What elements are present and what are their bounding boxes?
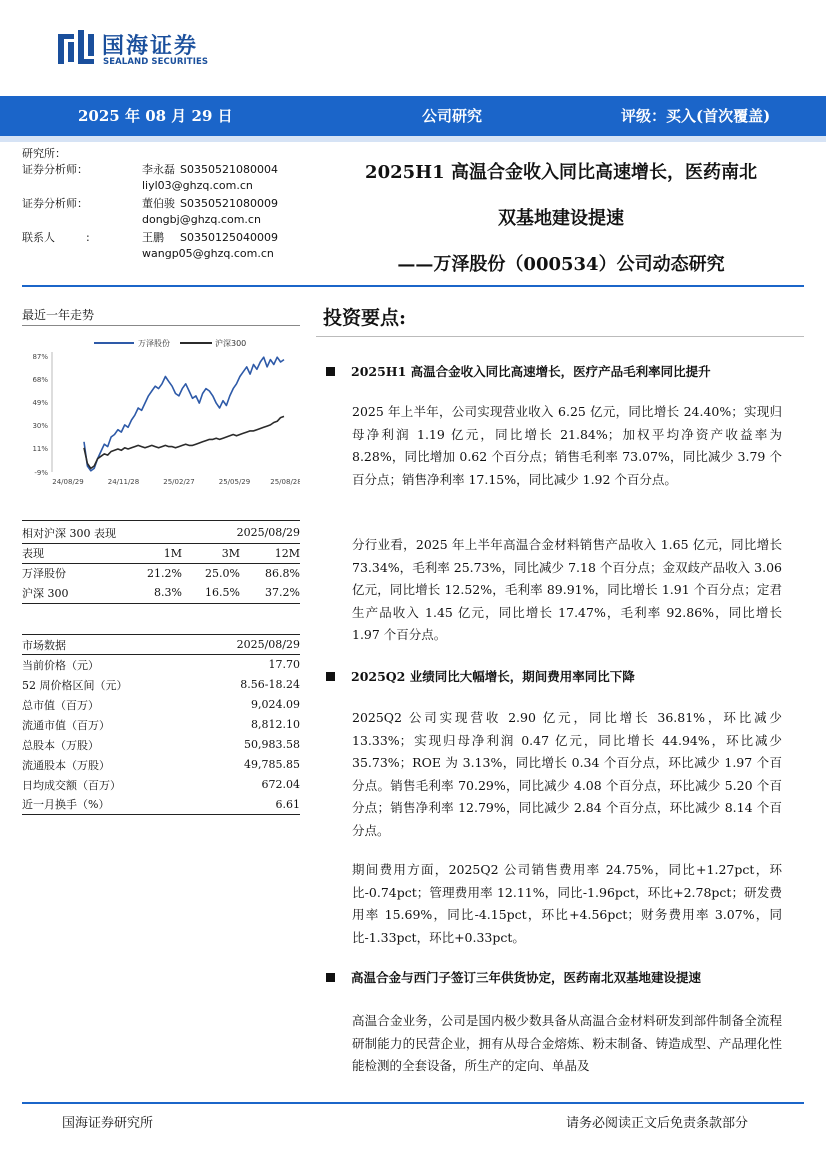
- analyst-row: [22, 230, 312, 246]
- analyst-email-row: [22, 178, 312, 194]
- analyst-email[interactable]: wangp05@ghzq.com.cn: [142, 247, 274, 260]
- paragraph-text: 期间费用方面，2025Q2 公司销售费用率 24.75%，同比+1.27pct，环比-0.74pct；管理费用率 12.11%，同比-1.96pct，环比+2.78pct；研发费用率 15.69%，同比-4.15pct，环比+4.56pct；财务费用率 3.07%，同比-1.33pct，环比+0.33pct。: [352, 862, 782, 945]
- relative-date: 2025/08/29: [236, 526, 300, 540]
- paragraph: [352, 534, 782, 647]
- analyst-label: 证券分析师：: [22, 197, 88, 210]
- table-row: [22, 655, 300, 675]
- series-line-hs300: [84, 416, 284, 468]
- points-divider: [316, 336, 804, 337]
- banner-shadow: [0, 136, 826, 142]
- table-cell: 总市值（百万）: [22, 698, 99, 712]
- y-tick-label: 11%: [32, 444, 48, 453]
- table-cell: 21.2%: [147, 566, 182, 580]
- analyst-license: S0350125040009: [180, 231, 278, 244]
- report-title: [316, 150, 806, 288]
- table-row: [22, 755, 300, 775]
- investment-points-heading: 投资要点:: [323, 307, 407, 329]
- table-cell: 万泽股份: [22, 567, 66, 581]
- table-cell: 25.0%: [205, 566, 240, 580]
- paragraph: [352, 401, 782, 491]
- table-row: [22, 795, 300, 815]
- table-row: [22, 695, 300, 715]
- logo-english-name: SEALAND SECURITIES: [103, 57, 209, 67]
- analyst-label: 证券分析师：: [22, 163, 88, 176]
- y-tick-label: 87%: [32, 353, 48, 361]
- table-cell: 日均成交额（百万）: [22, 778, 121, 792]
- title-line-2: 双基地建设提速: [498, 208, 624, 229]
- report-date: 2025 年 08 月 29 日: [78, 107, 233, 125]
- table-cell: 8.3%: [154, 586, 182, 600]
- relative-col-header: 表现: [22, 547, 44, 560]
- relative-heading-row: [22, 523, 300, 543]
- table-row: [22, 583, 300, 603]
- table-cell: 672.04: [261, 778, 300, 791]
- table-row: [22, 775, 300, 795]
- y-tick-label: 30%: [32, 421, 48, 430]
- analyst-name: 李永磊: [142, 163, 175, 176]
- table-row: [22, 675, 300, 695]
- paragraph-text: 高温合金业务，公司是国内极少数具备从高温合金材料研发到部件制备全流程研制能力的民营企业，拥有从母合金熔炼、粉末制备、铸造成型、产品理化性能检测的全套设备，所生产的定向、单晶及: [352, 1013, 782, 1073]
- bullet-heading-2: [326, 667, 635, 685]
- table-row: [22, 715, 300, 735]
- table-cell: 6.61: [275, 797, 300, 811]
- table-cell: 沪深 300: [22, 586, 69, 600]
- section-divider: [22, 285, 804, 287]
- table-cell: 37.2%: [265, 586, 300, 600]
- legend-label-wanze: 万泽股份: [138, 339, 170, 348]
- table-cell: 52 周价格区间（元）: [22, 678, 128, 692]
- trend-heading: 最近一年走势: [22, 308, 95, 322]
- y-tick-label: -9%: [34, 469, 48, 477]
- table-cell: 17.70: [268, 658, 300, 672]
- paragraph: [352, 707, 782, 842]
- paragraph: [352, 1010, 782, 1078]
- table-cell: 总股本（万股）: [22, 738, 99, 752]
- report-type: 公司研究: [422, 107, 483, 125]
- analyst-row: [22, 196, 312, 212]
- bullet-text: 高温合金与西门子签订三年供货协定，医药南北双基地建设提速: [351, 970, 702, 985]
- market-data-table: [22, 634, 300, 815]
- y-tick-label: 49%: [32, 398, 48, 407]
- analyst-list: [22, 146, 312, 262]
- analyst-name: 王鹏: [142, 231, 164, 244]
- market-date: 2025/08/29: [236, 638, 300, 651]
- analyst-license: S0350521080004: [180, 163, 278, 176]
- relative-col-header: 12M: [274, 546, 300, 560]
- relative-heading: 相对沪深 300 表现: [22, 526, 116, 540]
- paragraph: [352, 859, 782, 949]
- analyst-colon: :: [86, 231, 90, 244]
- relative-performance-table: [22, 523, 300, 604]
- analyst-email-row: [22, 246, 312, 262]
- sealand-logo-icon: [58, 28, 96, 68]
- table-cell: 当前价格（元）: [22, 658, 99, 672]
- relative-col-header: 3M: [221, 546, 240, 560]
- table-cell: 49,785.85: [244, 758, 300, 771]
- table-cell: 86.8%: [265, 566, 300, 580]
- analyst-label: 联系人: [22, 231, 55, 244]
- market-heading: 市场数据: [22, 638, 66, 652]
- paragraph-text: 2025 年上半年，公司实现营业收入 6.25 亿元，同比增长 24.40%；实现归母净利润 1.19 亿元，同比增长 21.84%；加权平均净资产收益率为 8.28%，同比增加 0.62 个百分点；销售毛利率 73.07%，同比减少 3.79 个百分点；销售净利率 17.15%，同比减少 1.92 个百分点。: [352, 404, 782, 487]
- x-tick-label: 25/08/28: [270, 478, 300, 486]
- relative-top-rule: [22, 520, 300, 521]
- stock-trend-chart: [22, 332, 300, 492]
- table-cell: 近一月换手（%）: [22, 798, 110, 812]
- bullet-text: 2025H1 高温合金收入同比高速增长，医疗产品毛利率同比提升: [351, 364, 711, 379]
- analyst-email[interactable]: liyl03@ghzq.com.cn: [142, 179, 253, 192]
- table-cell: 50,983.58: [244, 738, 300, 751]
- analyst-email[interactable]: dongbj@ghzq.com.cn: [142, 213, 261, 226]
- analyst-label: 研究所：: [22, 147, 66, 160]
- y-tick-label: 68%: [32, 375, 48, 384]
- relative-col-header: 1M: [163, 546, 182, 560]
- footer-disclaimer: 请务必阅读正文后免责条款部分: [566, 1116, 749, 1131]
- bullet-square-icon: [326, 672, 335, 681]
- table-cell: 16.5%: [205, 586, 240, 600]
- table-cell: 流通市值（百万）: [22, 718, 110, 732]
- table-row: [22, 735, 300, 755]
- x-tick-label: 25/02/27: [163, 478, 195, 486]
- footer-divider: [22, 1102, 804, 1104]
- bullet-heading-3: [326, 968, 701, 986]
- report-rating: 评级：买入(首次覆盖): [621, 107, 771, 125]
- company-logo: [58, 28, 268, 70]
- analyst-license: S0350521080009: [180, 197, 278, 210]
- table-cell: 流通股本（万股）: [22, 758, 110, 772]
- analyst-email-row: [22, 212, 312, 228]
- market-heading-row: [22, 635, 300, 655]
- legend-label-hs300: 沪深300: [215, 339, 247, 348]
- analyst-name: 董伯骏: [142, 197, 175, 210]
- bullet-square-icon: [326, 367, 335, 376]
- analyst-row: [22, 162, 312, 178]
- trend-divider: [22, 325, 300, 326]
- table-row: [22, 563, 300, 583]
- title-line-3: ——万泽股份（000534）公司动态研究: [397, 254, 725, 275]
- bullet-text: 2025Q2 业绩同比大幅增长，期间费用率同比下降: [351, 669, 635, 684]
- x-tick-label: 24/08/29: [52, 478, 84, 486]
- bullet-heading-1: [326, 362, 711, 380]
- x-tick-label: 24/11/28: [107, 478, 140, 486]
- table-cell: 8,812.10: [251, 718, 300, 731]
- title-line-1: 2025H1 高温合金收入同比高速增长，医药南北: [365, 162, 757, 183]
- analyst-row: [22, 146, 312, 162]
- paragraph-text: 2025Q2 公司实现营收 2.90 亿元，同比增长 36.81%，环比减少 13.33%；实现归母净利润 0.47 亿元，同比增长 44.94%，环比减少 35.73%；ROE 为 3.13%，同比增长 0.34 个百分点，环比减少 1.97 个百分点。销售毛利率 70.29%，同比减少 4.08 个百分点，环比减少 5.20 个百分点；销售净利率 12.79%，同比减少 2.84 个百分点，环比减少 8.14 个百分点。: [352, 710, 782, 838]
- trend-chart-svg: [22, 332, 300, 492]
- footer-institute: 国海证券研究所: [62, 1116, 154, 1131]
- x-tick-label: 25/05/29: [218, 478, 251, 486]
- bullet-square-icon: [326, 973, 335, 982]
- series-line-wanze: [84, 357, 284, 471]
- relative-header-row: [22, 543, 300, 563]
- header-banner: [0, 96, 826, 136]
- table-cell: 9,024.09: [251, 698, 300, 711]
- logo-chinese-name: 国海证券: [102, 34, 199, 59]
- paragraph-text: 分行业看，2025 年上半年高温合金材料销售产品收入 1.65 亿元，同比增长 73.34%，毛利率 25.73%，同比减少 7.18 个百分点；金双歧产品收入 3.06 亿元，同比增长 12.52%，毛利率 89.91%，同比增长 1.91 个百分点；定君生产品收入 1.45 亿元，同比增长 17.47%，毛利率 92.86%，同比增长 1.97 个百分点。: [352, 537, 782, 642]
- table-cell: 8.56-18.24: [240, 678, 300, 691]
